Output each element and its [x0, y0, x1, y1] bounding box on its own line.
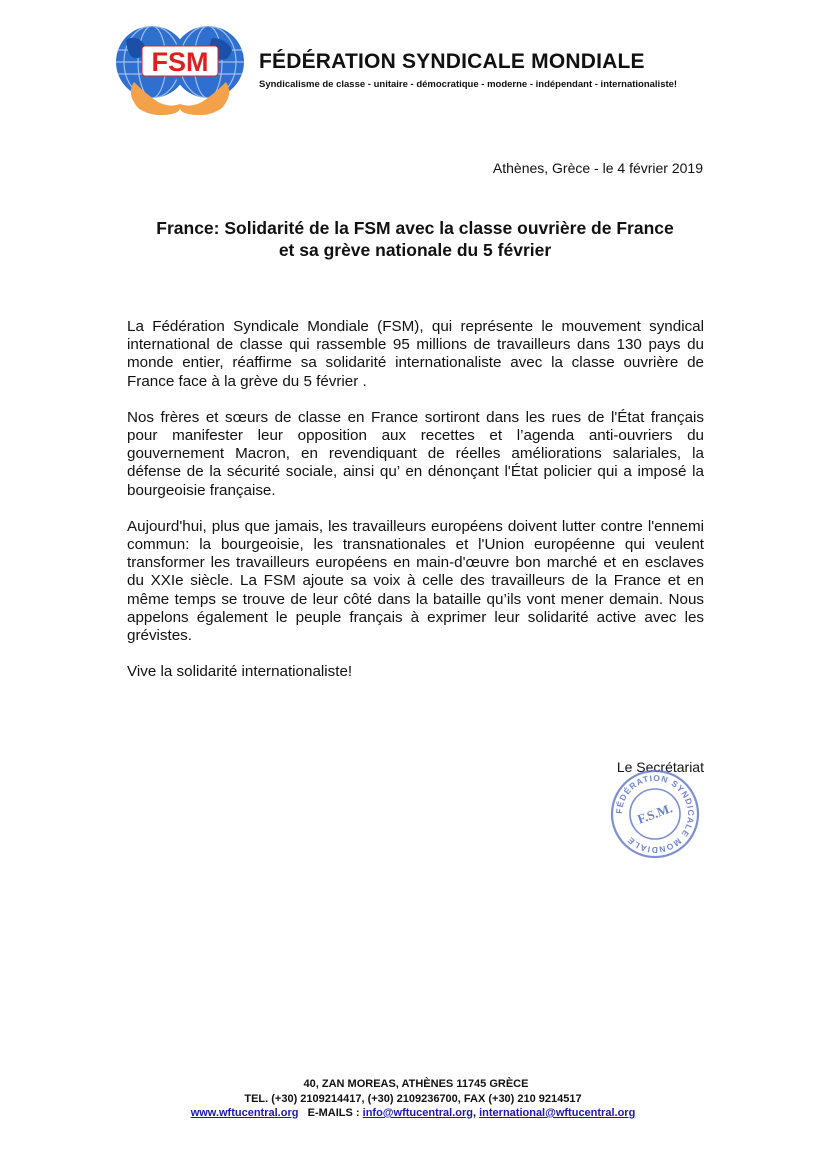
stamp-ring-text: FÉDÉRATION SYNDICALE MONDIALE	[613, 772, 697, 856]
headline	[110, 217, 720, 261]
logo-text: FSM	[151, 47, 209, 77]
headline-line-2: et sa grève nationale du 5 février	[278, 240, 552, 260]
email-international-link[interactable]: international@wftucentral.org	[479, 1107, 636, 1119]
footer-phones: TEL. (+30) 2109214417, (+30) 2109236700, FAX (+30) 210 9214517	[244, 1092, 582, 1105]
email-separator: ,	[472, 1107, 477, 1119]
headline-line-1: France: Solidarité de la FSM avec la classe ouvrière de France	[156, 218, 674, 238]
paragraph-1: La Fédération Syndicale Mondiale (FSM), qui représente le mouvement syndical international de classe qui rassemble 95 millions de travailleurs dans 130 pays du monde entier, réaffirme sa solidarité internationaliste avec la classe ouvrière de France face à la grève du 5 février .	[127, 318, 704, 390]
emails-label: E-MAILS :	[307, 1107, 360, 1119]
footer-links	[0, 1106, 826, 1121]
fsm-logo	[112, 20, 247, 123]
globe-hands-logo-icon	[112, 20, 247, 123]
stamp-seal-icon	[609, 768, 701, 860]
org-name: FÉDÉRATION SYNDICALE MONDIALE	[259, 50, 645, 73]
website-link[interactable]: www.wftucentral.org	[190, 1107, 299, 1119]
paragraph-2: Nos frères et sœurs de classe en France sortiront dans les rues de l'État français pour manifester leur opposition aux recettes et l’agenda anti-ouvriers du gouvernement Macron, en revendiquant de réelles améliorations salariales, la défense de la sécurité sociale, ainsi qu’ en dénonçant l'État policier qui a imposé la bourgeoisie française.	[127, 408, 704, 499]
letter-body	[127, 318, 704, 699]
org-tagline: Syndicalisme de classe - unitaire - démocratique - moderne - indépendant - internationaliste!	[259, 79, 678, 90]
footer	[0, 1077, 826, 1121]
paragraph-4: Vive la solidarité internationaliste!	[127, 663, 353, 681]
date-line: Athènes, Grèce - le 4 février 2019	[492, 160, 703, 176]
stamp-center-text: F.S.M.	[635, 800, 675, 827]
fsm-stamp	[609, 768, 701, 860]
signature: Le Secrétariat	[616, 759, 704, 775]
email-info-link[interactable]: info@wftucentral.org	[362, 1107, 473, 1119]
footer-address: 40, ZAN MOREAS, ATHÈNES 11745 GRÈCE	[303, 1078, 529, 1090]
paragraph-3: Aujourd'hui, plus que jamais, les travailleurs européens doivent lutter contre l'ennemi commun: la bourgeoisie, les transnationales et l'Union européenne qui veulent transformer les travailleurs européens en main-d'œuvre bon marché et en esclaves du XXIe siècle. La FSM ajoute sa voix à celle des travailleurs de la France et en même temps se trouve de leur côté dans la bataille qu’ils vont mener demain. Nous appelons également le peuple français à exprimer leur solidarité active avec les grévistes.	[127, 517, 704, 645]
